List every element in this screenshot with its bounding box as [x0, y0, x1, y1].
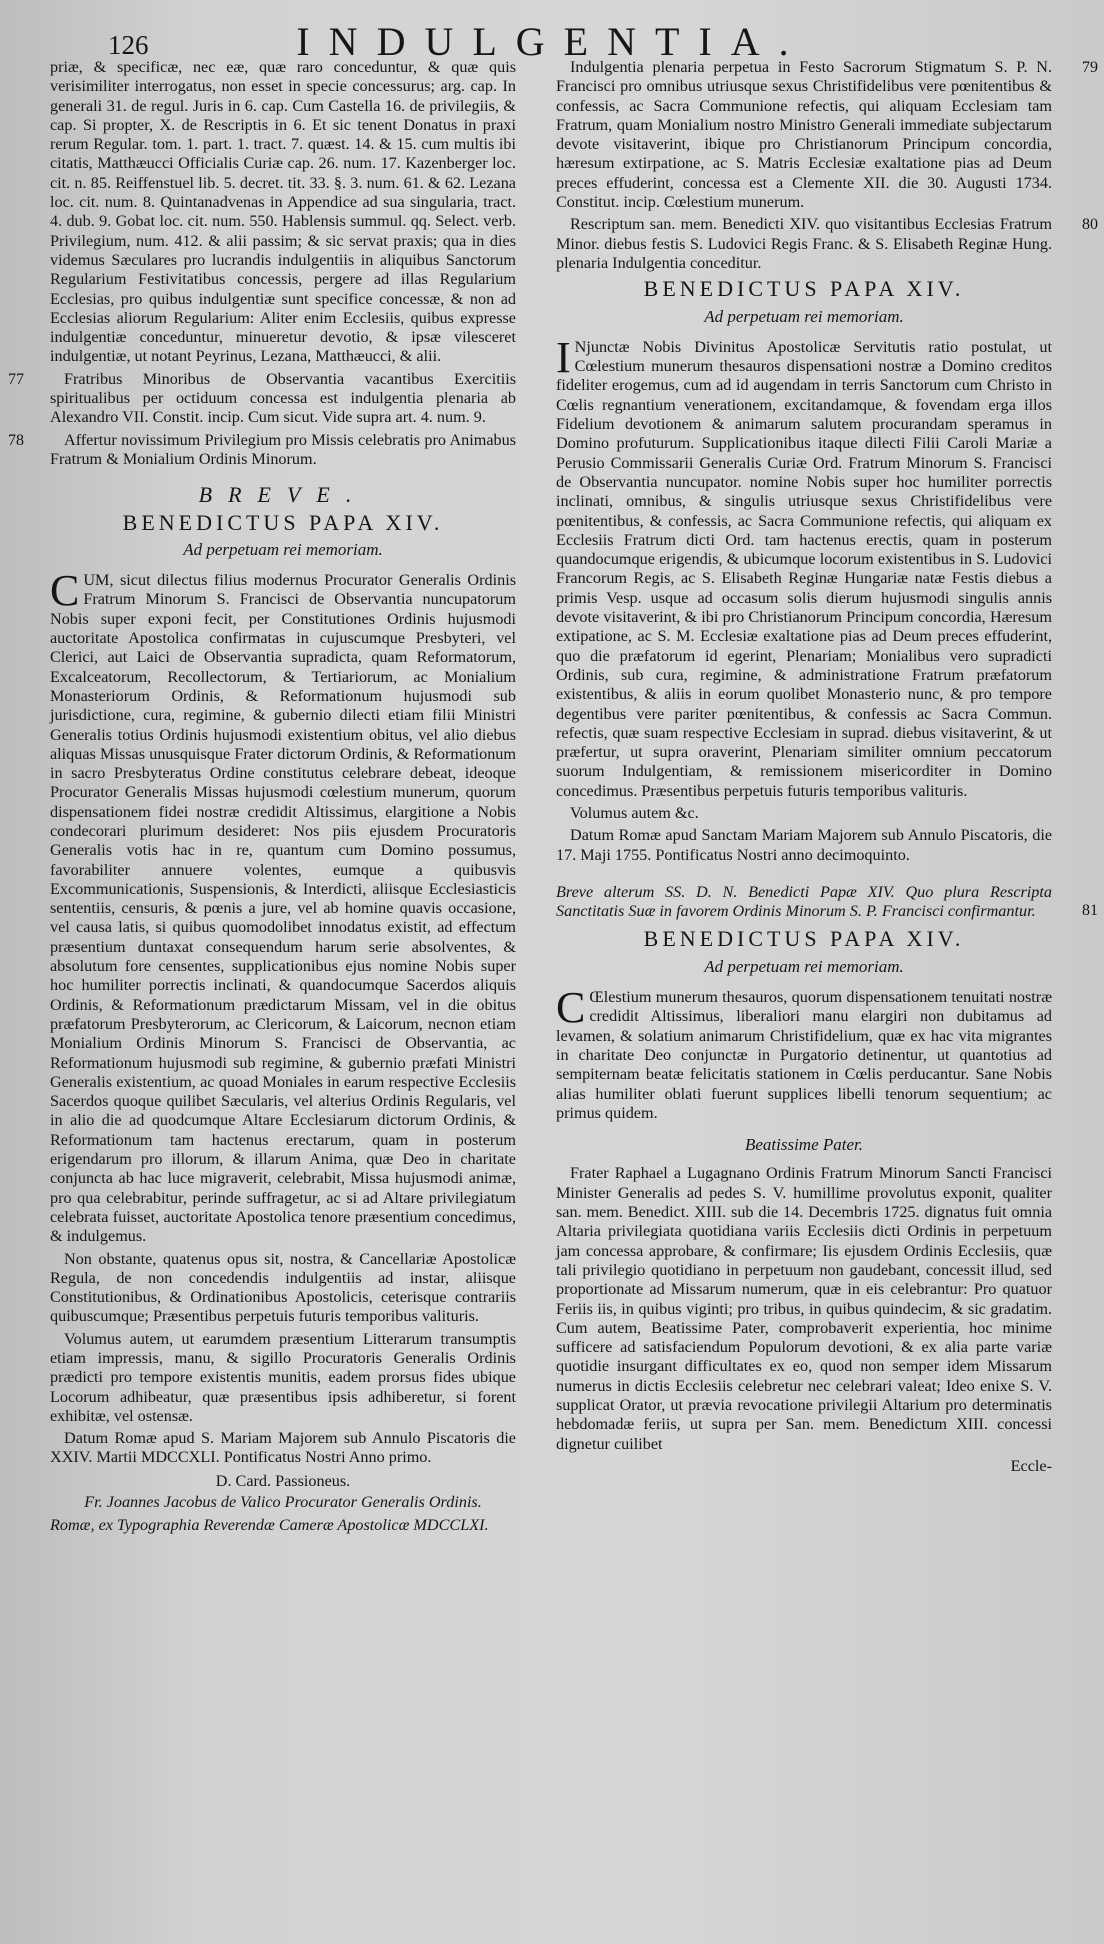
paragraph-80 [556, 215, 1098, 273]
catchword: Eccle- [1010, 1456, 1052, 1475]
memoriam-subheading: Ad perpetuam rei memoriam. [704, 306, 904, 326]
breve-paragraph [50, 566, 516, 1246]
breve-volumus: Volumus autem, ut earumdem præsentium Litterarum transumptis etiam impressis, manu, & sigillo Procuratoris Generalis Ordinis prædicti pro tempore existentis munitis, eadem prorsus fides ubique Locorum adhibeatur, quæ præsentibus ipsis adhiberetur, si forent exhibitæ, vel ostensæ. [50, 1329, 516, 1425]
breve-heading: BREVE. [198, 482, 368, 508]
drop-cap: I [556, 332, 571, 382]
running-title: INDULGENTIA. [296, 19, 808, 64]
left-column [8, 58, 516, 1539]
breve-paragraph [556, 983, 1052, 1123]
breve-paragraph [556, 332, 1052, 801]
paragraph-text: Indulgentia plenaria perpetua in Festo Sacrorum Stigmatum S. P. N. Francisci pro omnibus utriusque sexus Christifidelibus vere pœnitentibus & confessis, ac Sacra Communione refectis, qui aliquam Ecclesiam tam Fratrum, quam Monialium nostro Ministro Generali immediate subjectarum devote visitaverint, ibique pro Christianorum Principum concordia, hæresum extirpatione, ac S. Matris Ecclesiæ exaltatione pias ad Deum preces effuderint, concessa est a Clemente XII. die 30. Augusti 1734. Constitut. incip. Cœlestium munerum. [556, 58, 1052, 212]
breve-datum: Datum Romæ apud S. Mariam Majorem sub Annulo Piscatoris die XXIV. Martii MDCCXLI. Pontificatus Nostri Anno primo. [50, 1429, 516, 1467]
intro-paragraph: priæ, & specificæ, nec eæ, quæ raro conceduntur, & quæ quis verisimiliter interrogatus, non esset in specie concessurus; arg. cap. In generali 31. de regul. Juris in 6. cap. Cum Castella 16. de privilegiis, & cap. Si propter, X. de Rescriptis in 6. Et sic tenent Donatus in praxi rerum Regular. tom. 1. part. 1. tract. 7. quæst. 14. & 15. cum multis ibi citatis, Matthæucci Officialis Curiæ cap. 26. num. 17. Kazenberger loc. cit. n. 85. Reiffenstuel lib. 5. decret. tit. 33. §. 3. num. 61. & 62. Lezana loc. cit. num. 8. Quintanadvenas in Appendice ad sua singularia, tract. 4. dub. 9. Gobat loc. cit. num. 550. Hablensis summul. qq. Select. verb. Privilegium, num. 412. & alii passim; & sic servat praxis; qua in dies videmus Sæculares pro lucrandis indulgentiis in aliquibus Sanctorum Regularium Festivitatibus concessis, pergere ad illas Regularium Ecclesias, pro quibus indulgentiæ sunt specifice concessæ, & non ad Ecclesias aliorum Regularium: Aliter enim Ecclesiis, quibus expresse indulgentiæ conceduntur, minueretur devotio, & ipsæ vilesceret indulgentiæ, ut notant Peyrinus, Lezana, Matthæucci, & alii. [50, 58, 516, 366]
memoriam-subheading: Ad perpetuam rei memoriam. [704, 956, 904, 976]
breve-text: Œlestium munerum thesauros, quorum dispensationem tenuitati nostræ credidit Altissimus, liberaliori manu elargiri non dubitamus ad levamen, & solatium animarum Christifidelium, quæ ex hac vita migrantes in charitate Deo conjunctæ in Purgatorio detinentur, ut quantotius ad sempiternam beatæ felicitatis stationem in Cœlis perducantur. Sane Nobis alias humiliter oblati fuerunt supplices libelli tenorum sequentium; ac primus quidem. [556, 988, 1052, 1122]
pope-heading: BENEDICTUS PAPA XIV. [122, 509, 444, 535]
printer-imprint: Romæ, ex Typographia Reverendæ Cameræ Apostolicæ MDCCLXI. [50, 1516, 489, 1535]
breve-datum: Datum Romæ apud Sanctam Mariam Majorem sub Annulo Piscatoris, die 17. Maji 1755. Pontificatus Nostri anno decimoquinto. [556, 826, 1052, 864]
pope-heading: BENEDICTUS PAPA XIV. [643, 926, 965, 952]
petition-heading: Beatissime Pater. [744, 1135, 864, 1155]
paragraph-text: Fratribus Minoribus de Observantia vacantibus Exercitiis spiritualibus per octiduum concessa est indulgentia plenaria ab Alexandro VII. Constit. incip. Cum sicut. Vide supra art. 4. num. 9. [50, 369, 516, 427]
drop-cap: C [556, 983, 586, 1033]
breve-text: Njunctæ Nobis Divinitus Apostolicæ Servitutis ratio postulat, ut Cœlestium munerum thesauros dispensationi nostræ a Domino creditos fideliter erogemus, cum ad id augendam in terris Sanctorum cum Christo in Cœlis regnantium venerationem, excitandamque, & fovendam erga illos Fidelium devotionem & animarum salutem procurandam speramus in Domino profuturum. Supplicationibus itaque dilecti Filii Caroli Mariæ a Perusio Commissarii Generalis Curiæ Ord. Fratrum Minorum S. Francisci de Observantia nuncupator. nomine Nobis super hoc humiliter porrectis inclinati, omnibus, & singulis utriusque sexus Christifidelibus vere pœnitentibus, & confessis, ac Sacra Communione refectis, qui aliquam ex Ecclesiis Fratrum dicti Ord. tam hactenus erectis, quam in posterum quandocumque erigendis, & ubicumque locorum existentibus in S. Ludovici Francorum Regis, ac S. Elisabeth Reginæ Hungariæ natæ Festis diebus a primis Vesp. usque ad occasum solis dierum hujusmodi singulis annis devote visitaverint, & ibi pro Christianorum Principum concordia, Hæresum extipatione, ac S. M. Ecclesiæ exaltatione pias ad Deum preces effuderint, quo die præfatorum id egerint, Plenariam; Monialibus vero supradicti Ordinis, sub cura, regimine, & administratione Fratrum præfatorum existentibus, & aliis in eorum quolibet Monasterio nunc, & pro tempore degentibus vere pariter pœnitentibus, & confessis ac Sacra Commun. refectis, quæ suam respective Ecclesiam in suprad. diebus visitaverint, & ut præfertur, ut supra oraverint, Plenariam similiter omnium peccatorum suorum Indulgentiam, & remissionem misericorditer in Domino concedimus. Præsentibus perpetuis futuris temporibus valituris. [556, 337, 1052, 800]
memoriam-subheading: Ad perpetuam rei memoriam. [183, 539, 383, 559]
right-column [556, 58, 1098, 1476]
page-number: 126 [108, 30, 149, 60]
margin-number: 79 [1082, 59, 1098, 76]
paragraph-78 [8, 430, 516, 470]
drop-cap: C [50, 566, 80, 616]
cardinal-signature: D. Card. Passioneus. [215, 1471, 351, 1490]
paragraph-79 [556, 58, 1098, 212]
pope-heading: BENEDICTUS PAPA XIV. [643, 276, 965, 302]
margin-number: 81 [1082, 901, 1098, 919]
procurator-signature: Fr. Joannes Jacobus de Valico Procurator Generalis Ordinis. [84, 1493, 482, 1512]
breve-alterum-title: Breve alterum SS. D. N. Benedicti Papæ XIV. Quo plura Rescripta Sanctitatis Suæ in favorem Ordinis Minorum S. P. Francisci confirmantur. [556, 882, 1052, 921]
breve-non-obstante: Non obstante, quatenus opus sit, nostra, & Cancellariæ Apostolicæ Regula, de non concedendis indulgentiis ad instar, aliisque Constitutionibus, & Ordinationibus Apostolicis, ceterisque contrariis quibuscumque; Præsentibus perpetuis futuris temporibus valituris. [50, 1249, 516, 1326]
paragraph-text: Affertur novissimum Privilegium pro Missis celebratis pro Animabus Fratrum & Monialium Ordinis Minorum. [50, 430, 516, 468]
margin-number: 80 [1082, 216, 1098, 234]
paragraph-81 [556, 882, 1098, 922]
margin-number: 77 [8, 370, 24, 388]
petition-text: Frater Raphael a Lugagnano Ordinis Fratrum Minorum Sancti Francisci Minister Generalis ad pedes S. V. humillime provolutus exponit, qualiter san. mem. Benedict. XIII. sub die 14. Decembris 1725. dignatus fuit omnia Altaria privilegiata quotidiana variis Ecclesiis dicti Ordinis in perpetuum jam concessa approbare, & confirmare; Iis ejusdem Ordinis Ecclesiis, quæ tali privilegio quotidiano in perpetuum non gaudebant, concessit illud, sed proportionate ad Missarum numerum, quæ in eis celebrantur: Pro quatuor Feriis iis, in quibus viginti; pro tribus, in quibus quindecim, & sic gradatim. Cum autem, Beatissime Pater, comprobaverit experientia, hoc minime sufficere ad satisfaciendum Populorum devotioni, & ex alia parte variæ quotidie insurgant difficultates ex eo, quod non semper idem Missarum numerus in dictis Ecclesiis celebretur nec celebrari valeat; Ideo enixe S. V. supplicat Orator, ut prævia revocatione privilegii Altarium pro determinatis hebdomadæ feriis, ut supra per San. mem. Benedictum XIII. concessi dignetur cuilibet [556, 1164, 1052, 1453]
breve-volumus: Volumus autem &c. [570, 803, 699, 822]
breve-text: UM, sicut dilectus filius modernus Procurator Generalis Ordinis Fratrum Minorum S. Francisci de Observantia nuncupatorum Nobis super exponi fecit, per Constitutiones Ordinis hujusmodi auctoritate Apostolica confirmatas in cujuscumque Presbyteri, vel Clerici, aut Laici de Observantia supradicta, quam Reformatorum, Excalceatorum, Recollectorum, & Tertiariorum, ac Monialium Monasteriorum Ordinis, & Reformationum hujusmodi sub jurisdictione, cura, regimine, & gubernio dilecti etiam filii Ministri Generalis totius Ordinis hujusmodi existentium obitus, vel alio diebus aliquas Missas unusquisque Frater dictorum Ordinis, & Reformationum in sacro Presbyteratus Ordine constitutus celebrare debeat, ideoque Procurator Generalis Missas hujusmodi cœlestium munerum, quorum dispensationem fidei nostræ credidit Altissimus, elargitione a Nobis condecorari plurimum desideret: Nos piis ejusdem Procuratoris Generalis votis hac in re, quantum cum Domino possumus, favorabiliter annuere volentes, eumque a quibusvis Excommunicationis, Suspensionis, & Interdicti, aliisque Ecclesiasticis sententiis, censuris, & pœnis a jure, vel ab homine quavis occasione, vel causa latis, si quibus quomodolibet innodatus existit, ad effectum præsentium duntaxat consequendum harum serie absolventes, & absolutum fore censentes, supplicationibus ejus nomine Nobis super hoc humiliter porrectis inclinati, & quandocumque Sacerdos aliquis Ordinis, & Reformationum prædictarum Missam, vel in die obitus præfatorum Presbyterorum, ac Clericorum, & Laicorum, necnon etiam Monialium Ordinis Minorum S. Francisci de Observantia, ac Reformationum hujusmodi sub regimine, & gubernio præfati Ministri Generalis existentium, ac quoad Moniales in earum respective Ecclesiis Sacerdos quoque quilibet Sæcularis, vel alterius Ordinis Regularis, vel in alio die ad quodcumque Altare Ecclesiarum dictorum Ordinis, & Reformationum tam hactenus erectarum, quam in posterum erigendarum pro illorum, & illarum Anima, quæ Deo in charitate conjuncta ab hac luce migraverit, celebrabit, Missa hujusmodi animæ, pro qua celebrabitur, perinde suffragetur, ac si ad Altare privilegiatum celebrata fuisset, auctoritate Apostolica tenore præsentium concedimus, & indulgemus. [50, 571, 516, 1246]
margin-number: 78 [8, 431, 24, 449]
paragraph-text: Rescriptum san. mem. Benedicti XIV. quo visitantibus Ecclesias Fratrum Minor. diebus festis S. Ludovici Regis Franc. & S. Elisabeth Reginæ Hung. plenaria Indulgentia conceditur. [556, 215, 1052, 272]
paragraph-77 [8, 369, 516, 428]
